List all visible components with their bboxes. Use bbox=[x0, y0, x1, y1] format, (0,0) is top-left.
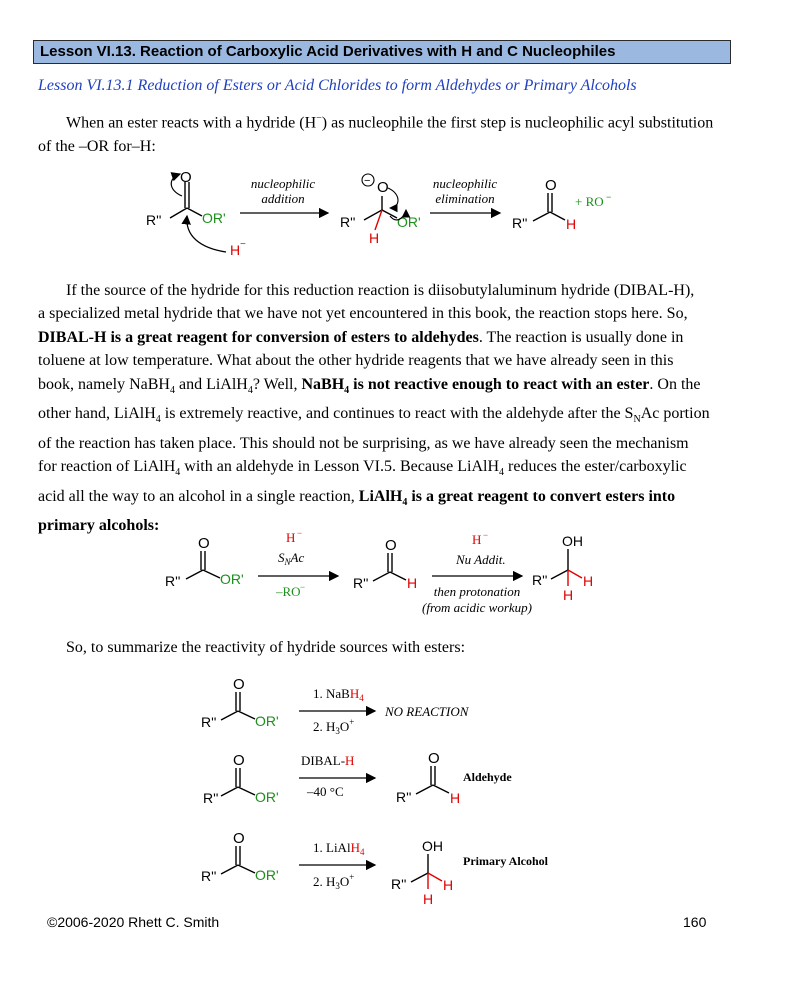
ester-structure bbox=[146, 169, 246, 258]
summary-scheme bbox=[195, 675, 595, 905]
svg-text:O: O bbox=[545, 177, 557, 194]
aldehyde-product bbox=[512, 177, 611, 232]
svg-text:O: O bbox=[233, 830, 245, 847]
svg-text:DIBAL-H: DIBAL-H bbox=[301, 753, 355, 768]
svg-text:SNAc: $S_NAc$ bbox=[278, 550, 305, 567]
svg-text:−: − bbox=[297, 528, 303, 538]
svg-text:R'': R'' bbox=[203, 790, 219, 806]
svg-text:H: H bbox=[423, 891, 434, 905]
svg-text:1. LiAlH4: 1. LiAlH$_4$ bbox=[313, 840, 365, 857]
svg-text:−: − bbox=[483, 530, 489, 540]
svg-text:H: H bbox=[563, 587, 574, 603]
svg-text:OR': OR' bbox=[220, 571, 244, 587]
svg-text:OR': OR' bbox=[255, 713, 279, 729]
svg-text:NO REACTION: NO REACTION bbox=[385, 704, 469, 719]
svg-text:H: H bbox=[230, 242, 241, 258]
svg-text:−: − bbox=[240, 239, 246, 250]
svg-text:O: O bbox=[377, 179, 389, 196]
svg-text:nucleophilic: nucleophilic bbox=[432, 176, 498, 191]
svg-text:2. H3O+: 2. $H_3O^+$ bbox=[313, 872, 355, 891]
summary-intro: So, to summarize the reactivity of hydride sources with esters: bbox=[66, 639, 466, 656]
svg-text:addition: addition bbox=[261, 191, 305, 206]
svg-text:O: O bbox=[385, 537, 397, 554]
svg-text:O: O bbox=[233, 752, 245, 769]
svg-text:R'': R'' bbox=[353, 575, 369, 591]
svg-text:H: H bbox=[583, 573, 594, 589]
svg-text:O: O bbox=[198, 535, 210, 552]
svg-text:H: H bbox=[450, 790, 461, 806]
subsection-title: Lesson VI.13.1 Reduction of Esters or Acid Chlorides to form Aldehydes or Primary Alcohols bbox=[38, 77, 637, 94]
svg-text:R'': R'' bbox=[201, 714, 217, 730]
svg-text:R'': R'' bbox=[391, 876, 407, 892]
svg-text:R'': R'' bbox=[340, 214, 356, 230]
svg-text:R'': R'' bbox=[532, 572, 548, 588]
svg-text:elimination: elimination bbox=[435, 191, 495, 206]
tetrahedral-intermediate bbox=[340, 174, 421, 246]
svg-text:H: H bbox=[369, 230, 380, 246]
svg-text:−: − bbox=[300, 582, 306, 592]
svg-text:OR': OR' bbox=[255, 867, 279, 883]
svg-text:R'': R'' bbox=[396, 789, 412, 805]
svg-text:(from acidic workup): (from acidic workup) bbox=[422, 600, 532, 615]
oxygen-label: O bbox=[180, 169, 192, 186]
svg-text:OH: OH bbox=[422, 838, 443, 854]
svg-text:H: H bbox=[443, 877, 454, 893]
mechanism-scheme bbox=[140, 168, 620, 268]
svg-text:nucleophilic: nucleophilic bbox=[250, 176, 316, 191]
svg-text:OR': OR' bbox=[397, 214, 421, 230]
svg-text:2. H3O+: 2. $H_3O^+$ bbox=[313, 717, 355, 736]
svg-text:−: − bbox=[364, 175, 371, 187]
summary-row-dibal bbox=[203, 750, 512, 806]
svg-text:+ RO: + RO bbox=[575, 194, 604, 209]
svg-text:OR': OR' bbox=[202, 210, 226, 226]
svg-text:1. NaBH4: 1. NaBH$_4$ bbox=[313, 686, 364, 703]
summary-row-lialh4 bbox=[201, 830, 549, 905]
lesson-title-text: Lesson VI.13. Reaction of Carboxylic Acid Derivatives with H and C Nucleophiles bbox=[40, 43, 616, 60]
svg-text:then protonation: then protonation bbox=[433, 584, 521, 599]
svg-text:R'': R'' bbox=[512, 215, 528, 231]
svg-text:O: O bbox=[233, 676, 245, 693]
svg-text:R'': R'' bbox=[201, 868, 217, 884]
svg-text:H: H bbox=[566, 216, 577, 232]
lesson-title bbox=[33, 40, 731, 64]
intro-paragraph: When an ester reacts with a hydride (H−) as nucleophile the first step is nucleophilic acyl substitution of the –OR for–H: bbox=[38, 113, 714, 155]
svg-text:OR': OR' bbox=[255, 789, 279, 805]
page-number: 160 bbox=[683, 914, 707, 930]
svg-text:H: H bbox=[472, 532, 482, 547]
svg-text:Primary Alcohol: Primary Alcohol bbox=[463, 854, 548, 868]
svg-text:–RO: –RO bbox=[276, 584, 301, 599]
svg-text:R'': R'' bbox=[146, 212, 162, 228]
ester-to-alcohol-scheme bbox=[160, 528, 620, 620]
svg-text:O: O bbox=[428, 750, 440, 767]
svg-text:Nu Addit.: Nu Addit. bbox=[456, 552, 506, 567]
svg-text:−: − bbox=[606, 192, 612, 202]
body-paragraph: If the source of the hydride for this reduction reaction is diisobutylaluminum hydride (DIBAL-H), a specialized metal hydride that we have not yet encountered in this book, the reaction stops here. So, DIBAL-H is a great reagent for conversion of esters to aldehydes. The reaction is usually done in toluene at low temperature. What about the other hydride reagents that we have already seen in this book, namely NaBH$_4$ and LiAlH$_4$? Well, NaBH$_4$ is not reactive enough to react with an ester. On the other hand, LiAlH$_4$ is extremely reactive, and continues to react with the aldehyde after the $S_NAc$ portion of the reaction has taken place. This should not be surprising, as we have already seen the mechanism for reaction of LiAlH$_4$ with an aldehyde in Lesson VI.5. Because LiAlH$_4$ reduces the ester/carboxylic acid all the way to an alcohol in a single reaction, LiAlH$_4$ is a great reagent to convert esters into primary alcohols: bbox=[38, 282, 710, 535]
footer-copyright: ©2006-2020 Rhett C. Smith bbox=[47, 914, 220, 930]
svg-text:R'': R'' bbox=[165, 573, 181, 589]
summary-row-nabh4 bbox=[201, 676, 470, 736]
svg-text:–40 °C: –40 °C bbox=[307, 784, 344, 799]
svg-text:Aldehyde: Aldehyde bbox=[463, 770, 512, 784]
svg-text:H: H bbox=[286, 530, 296, 545]
svg-text:OH: OH bbox=[562, 533, 583, 549]
svg-text:H: H bbox=[407, 575, 418, 591]
